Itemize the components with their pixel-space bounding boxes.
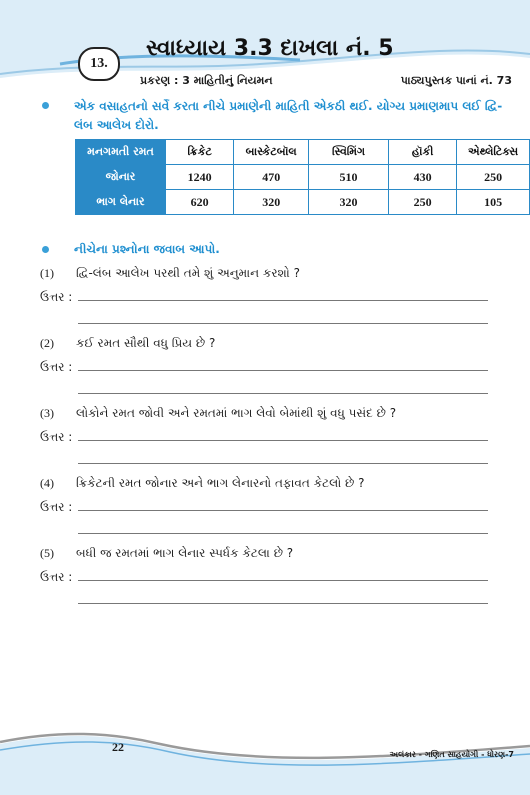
exercise-number-badge bbox=[78, 47, 120, 81]
answer-label: ઉત્તર : bbox=[40, 430, 73, 444]
column-header: સ્વિમિંગ bbox=[309, 140, 389, 165]
question-number: (3) bbox=[40, 406, 54, 420]
question-text: લોકોને રમત જોવી અને રમતમાં ભાગ લેવો બેમાંથી શું વધુ પસંદ છે ? bbox=[76, 406, 397, 420]
questions-heading: નીચેના પ્રશ્નોના જવાબ આપો. bbox=[74, 242, 220, 256]
answer-line[interactable] bbox=[78, 510, 488, 511]
question-text: દ્વિ-લંબ આલેખ પરથી તમે શું અનુમાન કરશો ? bbox=[76, 266, 300, 280]
table-row bbox=[76, 165, 530, 190]
answer-line[interactable] bbox=[78, 370, 488, 371]
footer-book-title: અલંકાર - ગણિત સાહયોગી - ધોરણ-7 bbox=[389, 750, 514, 759]
question-number: (5) bbox=[40, 546, 54, 560]
question-text: ક્રિકેટની રમત જોનાર અને ભાગ લેનારનો તફાવત કેટલો છે ? bbox=[76, 476, 365, 490]
question-1 bbox=[40, 266, 300, 281]
table-row bbox=[76, 190, 530, 215]
answer-label: ઉત્તર : bbox=[40, 360, 73, 374]
page-number: 22 bbox=[112, 740, 124, 754]
answer-label: ઉત્તર : bbox=[40, 500, 73, 514]
question-text: કઈ રમત સૌથી વધુ પ્રિય છે ? bbox=[76, 336, 216, 350]
survey-table bbox=[75, 139, 530, 215]
table-header-row bbox=[76, 140, 530, 165]
textbook-page-ref: પાઠ્યપુસ્તક પાનાં નં. 73 bbox=[400, 74, 512, 87]
column-header: હૉકી bbox=[389, 140, 457, 165]
question-4 bbox=[40, 476, 364, 491]
table-cell: 105 bbox=[457, 190, 530, 215]
table-cell: 250 bbox=[457, 165, 530, 190]
answer-line[interactable] bbox=[78, 300, 488, 301]
answer-line[interactable] bbox=[78, 580, 488, 581]
question-number: (4) bbox=[40, 476, 54, 490]
chapter-label: પ્રકરણ : 3 માહિતીનું નિયમન bbox=[140, 74, 273, 87]
answer-line[interactable] bbox=[78, 323, 488, 324]
answer-line[interactable] bbox=[78, 393, 488, 394]
table-cell: 1240 bbox=[165, 165, 233, 190]
table-corner-header: મનગમતી રમત bbox=[76, 140, 166, 165]
question-text: બધી જ રમતમાં ભાગ લેનાર સ્પર્ધક કેટલા છે ? bbox=[76, 546, 294, 560]
answer-line[interactable] bbox=[78, 603, 488, 604]
row-header: ભાગ લેનાર bbox=[76, 190, 166, 215]
answer-label: ઉત્તર : bbox=[40, 570, 73, 584]
table-cell: 470 bbox=[234, 165, 309, 190]
column-header: ક્રિકેટ bbox=[165, 140, 233, 165]
table-cell: 620 bbox=[165, 190, 233, 215]
table-cell: 430 bbox=[389, 165, 457, 190]
column-header: એથ્લેટિક્સ bbox=[457, 140, 530, 165]
row-header: જોનાર bbox=[76, 165, 166, 190]
table-cell: 510 bbox=[309, 165, 389, 190]
bullet-icon bbox=[42, 246, 49, 253]
question-number: (1) bbox=[40, 266, 54, 280]
table-cell: 320 bbox=[234, 190, 309, 215]
question-3 bbox=[40, 406, 396, 421]
question-5 bbox=[40, 546, 293, 561]
table-cell: 250 bbox=[389, 190, 457, 215]
column-header: બાસ્કેટબૉલ bbox=[234, 140, 309, 165]
answer-line[interactable] bbox=[78, 440, 488, 441]
footer-wave-background bbox=[0, 730, 530, 795]
question-number: (2) bbox=[40, 336, 54, 350]
question-2 bbox=[40, 336, 215, 351]
table-cell: 320 bbox=[309, 190, 389, 215]
exercise-title: સ્વાધ્યાય 3.3 દાખલા નં. 5 bbox=[146, 36, 394, 61]
instruction-text: એક વસાહતનો સર્વે કરતા નીચે પ્રમાણેની માહિતી એકઠી થઈ. યોગ્ય પ્રમાણમાપ લઈ દ્વિ-લંબ આલેખ દોરો. bbox=[74, 99, 503, 132]
answer-line[interactable] bbox=[78, 533, 488, 534]
answer-line[interactable] bbox=[78, 463, 488, 464]
exercise-number: 13. bbox=[90, 56, 108, 71]
answer-label: ઉત્તર : bbox=[40, 290, 73, 304]
bullet-icon bbox=[42, 102, 49, 109]
